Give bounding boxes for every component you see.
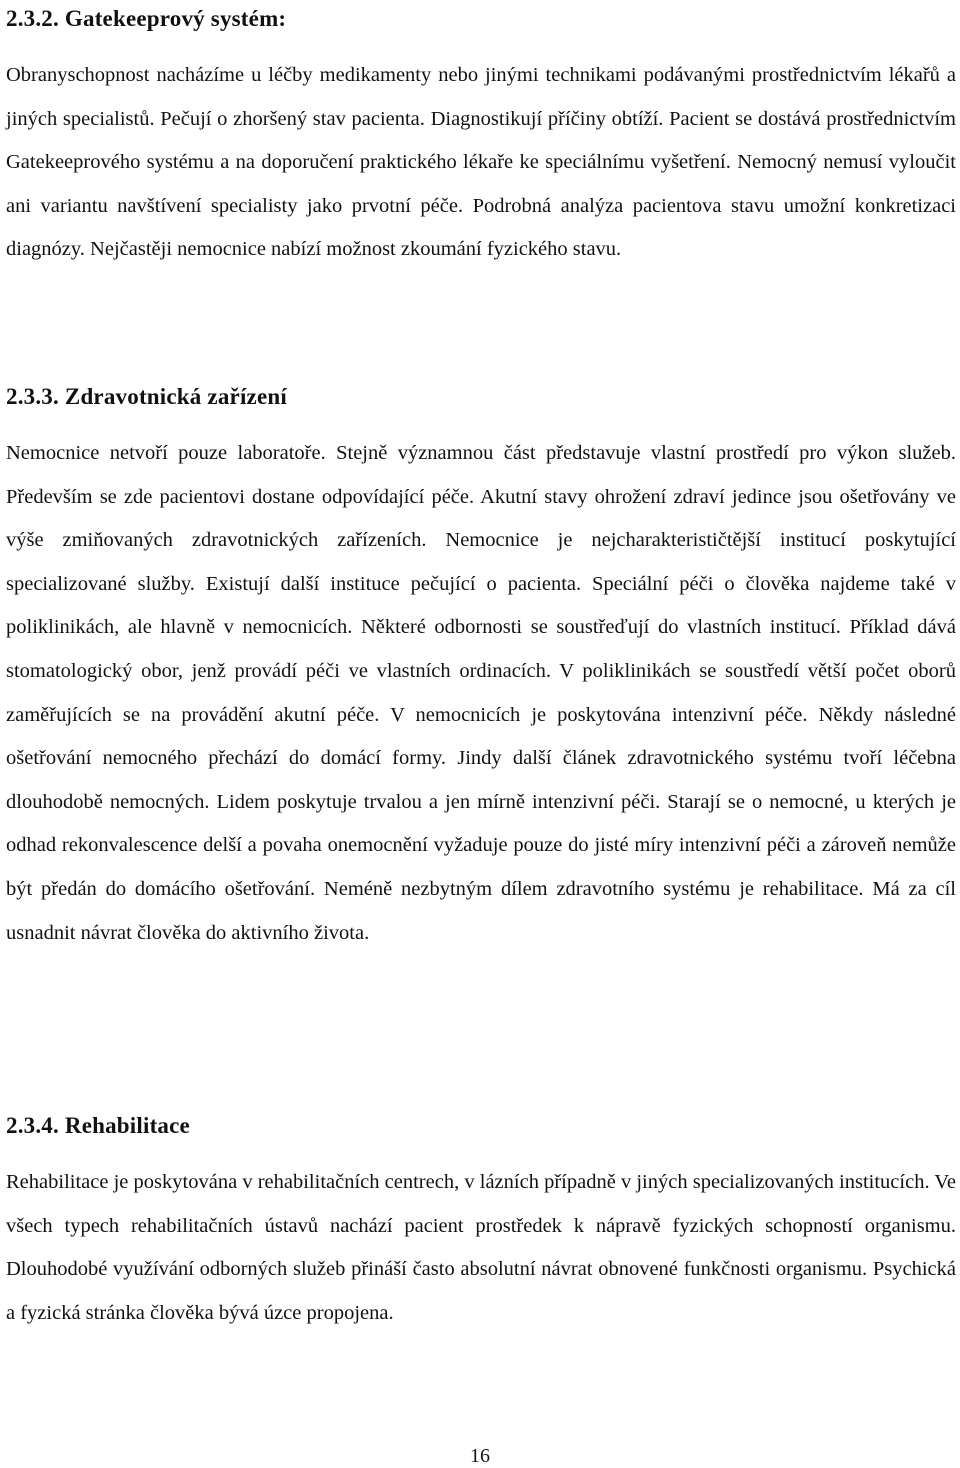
section-rehabilitace [6, 1111, 956, 1335]
section-paragraph: Obranyschopnost nacházíme u léčby medikamenty nebo jinými technikami podávanými prostřednictvím lékařů a jiných specialistů. Pečují o zhoršený stav pacienta. Diagnostikují příčiny obtíží. Pacient se dostává prostřednictvím Gatekeeprového systému a na doporučení praktického lékaře ke speciálnímu vyšetření. Nemocný nemusí vyloučit ani variantu navštívení specialisty jako prvotní péče. Podrobná analýza pacientova stavu umožní konkretizaci diagnózy. Nejčastěji nemocnice nabízí možnost zkoumání fyzického stavu. [6, 64, 956, 261]
section-paragraph: Nemocnice netvoří pouze laboratoře. Stejně významnou část představuje vlastní prostředí pro výkon služeb. Především se zde pacientovi dostane odpovídající péče. Akutní stavy ohrožení zdraví jedince jsou ošetřovány ve výše zmiňovaných zdravotnických zařízeních. Nemocnice je nejcharakterističtější institucí poskytující specializované služby. Existují další instituce pečující o pacienta. Speciální péči o člověka najdeme také v poliklinikách, ale hlavně v nemocnicích. Některé odbornosti se soustřeďují do vlastních institucí. Příklad dává stomatologický obor, jenž provádí péči ve vlastních ordinacích. V poliklinikách se soustředí větší počet oborů zaměřujících se na provádění akutní péče. V nemocnicích je poskytována intenzivní péče. Někdy následné ošetřování nemocného přechází do domácí formy. Jindy další článek zdravotnického systému tvoří léčebna dlouhodobě nemocných. Lidem poskytuje trvalou a jen mírně intenzivní péči. Starají se o nemocné, u kterých je odhad rekonvalescence delší a povaha onemocnění vyžaduje pouze do jisté míry intenzivní péči a zároveň nemůže být předán do domácího ošetřování. Neméně nezbytným dílem zdravotního systému je rehabilitace. Má za cíl usnadnit návrat člověka do aktivního života. [6, 442, 956, 944]
page-number: 16 [470, 1445, 490, 1467]
section-heading: 2.3.4. Rehabilitace [6, 1113, 190, 1138]
section-paragraph: Rehabilitace je poskytována v rehabilitačních centrech, v lázních případně v jiných specializovaných institucích. Ve všech typech rehabilitačních ústavů nachází pacient prostředek k nápravě fyzických schopností organismu. Dlouhodobé využívání odborných služeb přináší často absolutní návrat obnovené funkčnosti organismu. Psychická a fyzická stránka člověka bývá úzce propojena. [6, 1171, 956, 1324]
section-zdravotnicka-zarizeni [6, 382, 956, 955]
section-gatekeeper [6, 4, 956, 272]
section-heading: 2.3.3. Zdravotnická zařízení [6, 384, 287, 409]
section-heading: 2.3.2. Gatekeeprový systém: [6, 6, 287, 31]
